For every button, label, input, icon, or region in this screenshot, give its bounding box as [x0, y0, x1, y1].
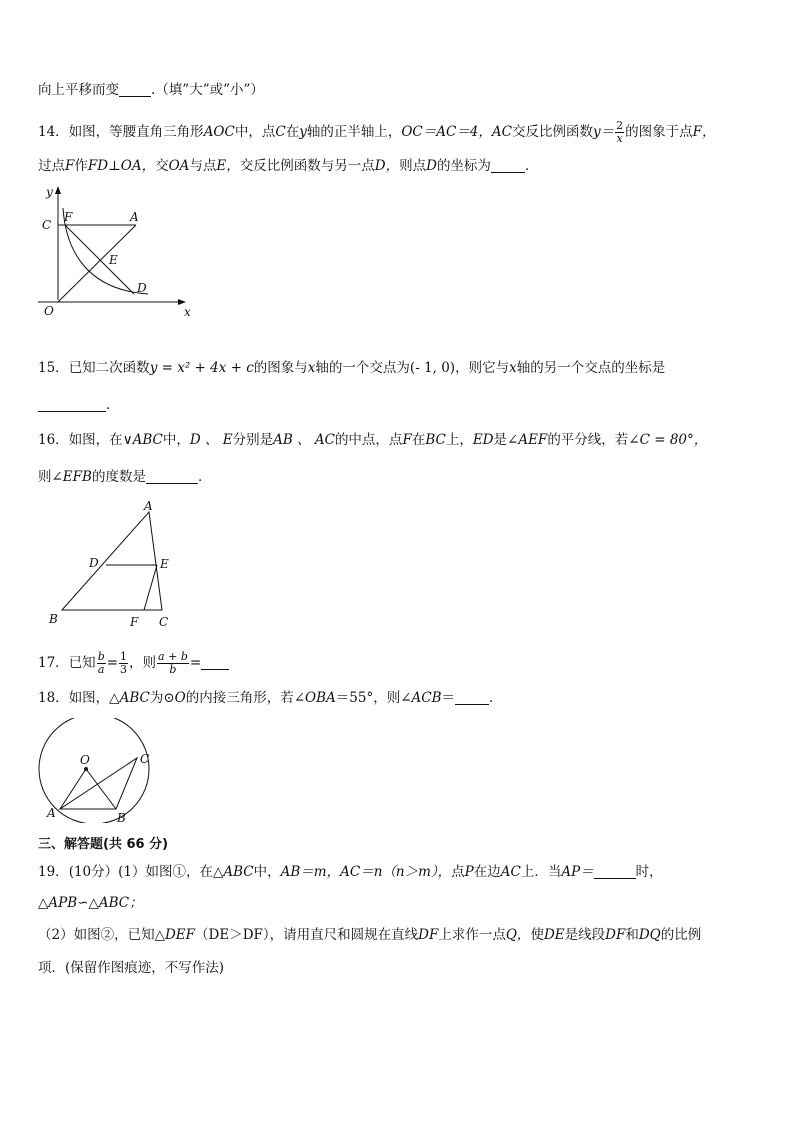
q14-text: 轴的正半轴上，	[306, 124, 402, 140]
q14-text: 的坐标为	[436, 158, 491, 174]
q16-EFB: ∠EFB	[51, 469, 92, 485]
q14-text: 过点	[38, 158, 65, 174]
q18-O: O	[174, 690, 186, 706]
q15-blank[interactable]	[38, 397, 106, 412]
q16-BC: BC	[425, 432, 446, 448]
q19-line3	[38, 925, 701, 945]
q14-text: 与点	[189, 158, 217, 174]
q17-f3-den: b	[169, 663, 177, 676]
q16-text: 的度数是	[91, 469, 146, 485]
label-y: y	[46, 185, 53, 199]
q17-line	[38, 650, 229, 676]
q19-line2: △APB∽△ABC；	[38, 895, 143, 911]
q16-line1	[38, 430, 707, 450]
label-B: B	[49, 612, 58, 626]
q16-number: 16．	[38, 432, 69, 448]
label-D: D	[89, 556, 99, 570]
q16-text: 的中点，点	[334, 432, 403, 448]
q14-end: ．	[524, 158, 539, 174]
q19-text: （DE＞DF），请用直尺和圆规在直线	[195, 927, 419, 943]
q19-text: （2）如图②，已知△	[38, 927, 165, 943]
q15-text: 已知二次函数	[68, 360, 150, 376]
q19-DQ: DQ	[638, 927, 661, 943]
q15-x2: x	[509, 360, 517, 376]
center-dot	[84, 767, 88, 771]
q14-line1	[38, 120, 716, 145]
q14-AC: AC	[491, 124, 512, 140]
q18-figure	[30, 718, 170, 823]
segment-FD	[65, 225, 134, 294]
q14-text: 则点	[399, 158, 427, 174]
q19-blank[interactable]	[594, 864, 636, 879]
triangle-ABC	[60, 758, 137, 809]
q19-text: (10分）(1）如图①，在△	[68, 864, 224, 880]
q14-oc-eq: OC＝AC＝4，	[401, 124, 492, 140]
q14-text: 的图象于点	[625, 124, 693, 140]
y-axis-arrow	[55, 186, 61, 194]
q16-triangle: ∨ABC	[122, 432, 163, 448]
q14-D2: D	[426, 158, 437, 174]
q19-text: 点	[451, 864, 465, 880]
segment-EF	[144, 565, 157, 610]
q19-DF: DF	[418, 927, 439, 943]
q16-text: 如图，在	[68, 432, 123, 448]
q17-number: 17．	[38, 655, 69, 671]
q14-text: 如图，等腰直角三角形	[68, 124, 204, 140]
q18-ABC: ABC	[119, 690, 150, 706]
q18-text: 的内接三角形，若∠	[185, 690, 306, 706]
q19-text: 中，	[253, 864, 281, 880]
q18-text: ＝	[441, 690, 456, 706]
label-E: E	[160, 557, 169, 571]
q17-f3-num: a + b	[158, 650, 188, 663]
q19-AC2: AC	[500, 864, 521, 880]
label-x: x	[184, 305, 191, 319]
q16-ED: ED	[472, 432, 494, 448]
section-3-heading: 三、解答题(共 66 分)	[38, 837, 169, 852]
q15-end: ．	[106, 397, 120, 413]
q17-frac-13	[119, 651, 128, 676]
q18-end: ．	[489, 690, 503, 706]
q16-text: 是	[493, 432, 508, 448]
q14-frac-den: x	[616, 132, 623, 145]
q19-DE: DE	[543, 927, 565, 943]
label-C: C	[159, 615, 169, 629]
q17-f1-den: a	[97, 663, 105, 676]
q19-AB: AB＝m，	[280, 864, 341, 880]
q19-AP: AP＝	[561, 864, 594, 880]
label-A: A	[144, 499, 153, 513]
q15-x: x	[307, 360, 316, 376]
q19-line1	[38, 862, 663, 882]
label-B: B	[117, 811, 126, 823]
q19-P: P	[464, 864, 474, 880]
q15-line1	[38, 358, 665, 378]
q17-text: ，则	[129, 655, 157, 671]
q14-text: 交反比例函数与另一点	[239, 158, 375, 174]
q14-tri: AOC	[203, 124, 235, 140]
q16-text: 上，	[445, 432, 473, 448]
triangle-ABC	[62, 512, 162, 610]
q16-text: 中，	[162, 432, 190, 448]
q19-text: 上求作一点	[438, 927, 506, 943]
q14-line2	[38, 156, 538, 176]
segment-OA	[60, 769, 86, 809]
q15-point: (- 1, 0)	[409, 360, 456, 376]
q14-y-eq: y＝	[593, 124, 615, 140]
q19-text: 和	[625, 927, 639, 943]
label-D: D	[137, 281, 147, 295]
q19-DEF: DEF	[164, 927, 196, 943]
q18-number: 18．	[38, 690, 69, 706]
q13-tail	[38, 80, 264, 100]
q14-blank[interactable]	[491, 158, 525, 173]
label-E: E	[109, 253, 118, 267]
q16-text: 的平分线，若	[547, 432, 629, 448]
q16-text: 在	[411, 432, 426, 448]
q18-text: 为⊙	[149, 690, 175, 706]
q14-text: 中，点	[234, 124, 276, 140]
q14-OA: OA	[168, 158, 190, 174]
q14-figure	[30, 182, 200, 322]
q18-ACB: ACB	[411, 690, 442, 706]
q17-f1-num: b	[97, 650, 105, 663]
label-O: O	[44, 304, 54, 318]
q16-end: ．	[197, 469, 212, 485]
q17-frac-ab	[157, 651, 189, 676]
q17-eq: =	[106, 655, 119, 671]
q15-text: 的图象与	[253, 360, 308, 376]
q16-line2	[38, 467, 211, 487]
label-C: C	[42, 218, 52, 232]
q14-number: 14．	[38, 124, 69, 140]
q19-text: 时，	[635, 864, 663, 880]
q16-angle: ∠AEF	[507, 432, 548, 448]
label-O: O	[80, 753, 90, 767]
q17-f2-den: 3	[120, 663, 128, 676]
q15-number: 15．	[38, 360, 69, 376]
q18-blank[interactable]	[455, 690, 489, 705]
label-C: C	[140, 752, 150, 766]
q19-text: 在边	[473, 864, 501, 880]
q16-blank[interactable]	[146, 469, 198, 484]
q16-F: F	[402, 432, 412, 448]
q16-DE: D 、 E	[189, 432, 233, 448]
q14-text: 作	[74, 158, 88, 174]
q19-ABC: ABC	[223, 864, 254, 880]
q19-AC: AC＝n（n＞m），	[340, 864, 452, 880]
q16-AB: AB 、 AC	[273, 432, 335, 448]
q19-text: 的比例	[660, 927, 702, 943]
q13-text-end: .（填”大”或”小”）	[151, 82, 264, 98]
q14-D: D，	[374, 158, 400, 174]
q14-text: 交反比例函数	[512, 124, 593, 140]
q17-eq2: =	[189, 655, 202, 671]
q14-F2: F	[65, 158, 75, 174]
q15-line2	[38, 395, 120, 415]
q14-y: y	[299, 124, 307, 140]
q19-text: 上．当	[520, 864, 562, 880]
q14-fraction	[615, 120, 624, 145]
q14-F: F，	[692, 124, 716, 140]
q15-equation: y = x² + 4x + c	[149, 360, 254, 376]
q15-text: ，则它与	[455, 360, 510, 376]
q19-text: 使	[530, 927, 544, 943]
q16-angle-c: ∠C = 80°，	[628, 432, 708, 448]
q18-line	[38, 688, 503, 708]
q16-text: 分别是	[232, 432, 274, 448]
q15-text: 轴的另一个交点的坐标是	[516, 360, 666, 376]
label-F: F	[64, 210, 73, 224]
q18-OBA: OBA	[305, 690, 336, 706]
q14-frac-num: 2	[616, 119, 624, 132]
q14-fd-perp: FD⊥OA，	[87, 158, 156, 174]
q14-text: 交	[155, 158, 169, 174]
q19-Q: Q，	[505, 927, 531, 943]
q13-blank[interactable]	[119, 82, 151, 97]
q14-C: C	[275, 124, 286, 140]
q17-f2-num: 1	[120, 650, 128, 663]
label-F: F	[130, 615, 139, 629]
q13-text: 向上平移而变	[38, 82, 119, 98]
q19-number: 19．	[38, 864, 69, 880]
label-A: A	[47, 806, 56, 820]
q19-line4: 项．(保留作图痕迹，不写作法)	[38, 960, 225, 976]
q14-E: E，	[216, 158, 240, 174]
label-A: A	[130, 210, 139, 224]
q19-text: 是线段	[564, 927, 606, 943]
q14-text: 在	[285, 124, 300, 140]
q16-text: 则	[38, 469, 52, 485]
q19-DF2: DF	[605, 927, 626, 943]
q17-blank[interactable]	[201, 655, 229, 670]
q18-text: 如图，△	[68, 690, 120, 706]
q15-text: 轴的一个交点为	[315, 360, 410, 376]
q18-text: ＝55°，则∠	[335, 690, 412, 706]
q17-frac-ba	[97, 651, 106, 676]
q16-figure	[40, 495, 190, 630]
q17-text: 已知	[68, 655, 96, 671]
